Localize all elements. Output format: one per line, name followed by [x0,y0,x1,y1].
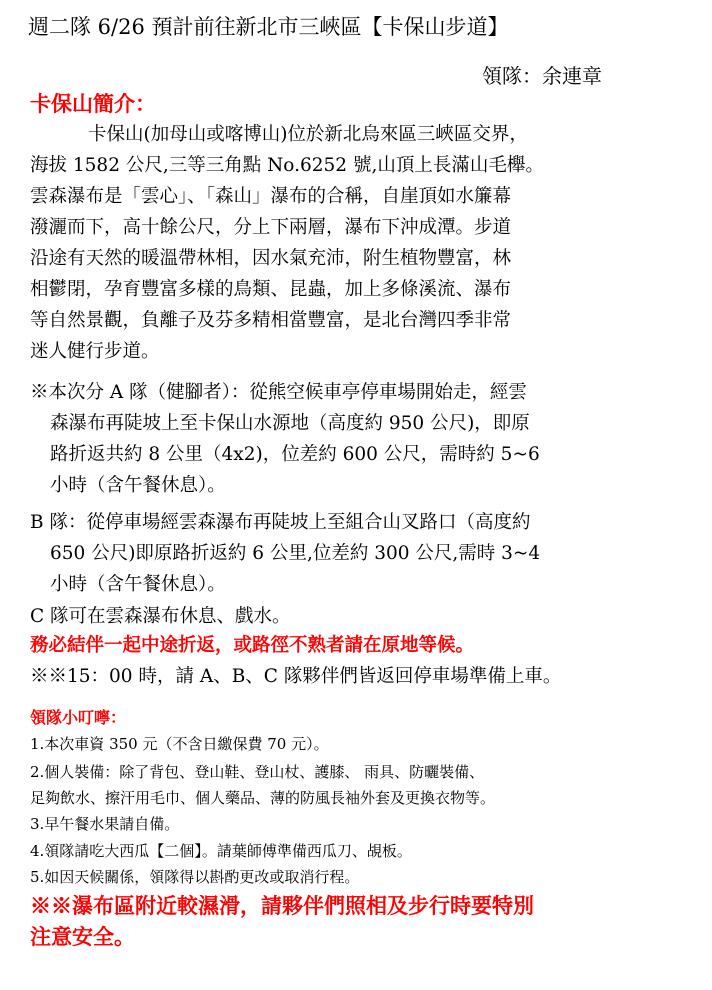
a-team-line: 小時（含午餐休息）。 [50,475,226,496]
tip-item: 5.如因天候關係，領隊得以斟酌更改或取消行程。 [30,868,360,886]
intro-line: 潑灑而下，高十餘公尺，分上下兩層，瀑布下沖成潭。步道 [30,217,512,238]
companion-warning: 務必結伴一起中途折返，或路徑不熟者請在原地等候。 [30,635,475,656]
intro-line: 相鬱閉，孕育豐富多樣的鳥類、昆蟲，加上多條溪流、瀑布 [30,279,512,300]
team-leader: 領隊：余連章 [482,64,602,88]
b-team-line: B 隊：從停車場經雲森瀑布再陡坡上至組合山叉路口（高度約 [30,512,531,533]
intro-heading: 卡保山簡介： [30,91,156,116]
a-team-line: ※本次分 A 隊（健腳者）：從熊空候車亭停車場開始走，經雲 [30,382,527,403]
intro-line: 沿途有天然的暖溫帶林相，因水氣充沛，附生植物豐富，林 [30,248,512,269]
b-team-line: 650 公尺)即原路折返約 6 公里,位差約 300 公尺,需時 3~4 [50,543,541,564]
final-warning-line: ※※瀑布區附近較濕滑，請夥伴們照相及步行時要特別 [30,893,534,918]
intro-line: 海拔 1582 公尺,三等三角點 No.6252 號,山頂上長滿山毛櫸。 [30,155,544,176]
page-title: 週二隊 6/26 預計前往新北市三峽區【卡保山步道】 [28,15,509,39]
final-warning-line: 注意安全。 [30,924,135,949]
tip-item: 3.早午餐水果請自備。 [30,815,180,833]
intro-line: 卡保山(加母山或喀博山)位於新北烏來區三峽區交界， [88,124,528,145]
tip-item: 2.個人裝備：除了背包、登山鞋、登山杖、護膝、 雨具、防曬裝備、 [30,763,485,781]
intro-line: 雲森瀑布是「雲心」、「森山」瀑布的合稱，自崖頂如水簾幕 [30,186,512,207]
return-notice: ※※15：00 時，請 A、B、C 隊夥伴們皆返回停車場準備上車。 [30,666,562,687]
c-team-line: C 隊可在雲森瀑布休息、戲水。 [30,606,291,627]
tip-item: 1.本次車資 350 元（不含日繳保費 70 元）。 [30,735,329,753]
tip-item: 足夠飲水、擦汗用毛巾、個人藥品、薄的防風長袖外套及更換衣物等。 [30,789,496,807]
a-team-line: 路折返共約 8 公里（4x2)，位差約 600 公尺，需時約 5~6 [50,444,540,465]
a-team-line: 森瀑布再陡坡上至卡保山水源地（高度約 950 公尺)，即原 [50,413,530,434]
tip-item: 4.領隊請吃大西瓜【二個】。請葉師傅準備西瓜刀、覘板。 [30,842,412,860]
intro-line: 迷人健行步道。 [30,341,160,362]
b-team-line: 小時（含午餐休息）。 [50,574,226,595]
intro-line: 等自然景觀，負離子及芬多精相當豐富，是北台灣四季非常 [30,310,512,331]
tips-heading: 領隊小叮嚀： [30,708,127,727]
